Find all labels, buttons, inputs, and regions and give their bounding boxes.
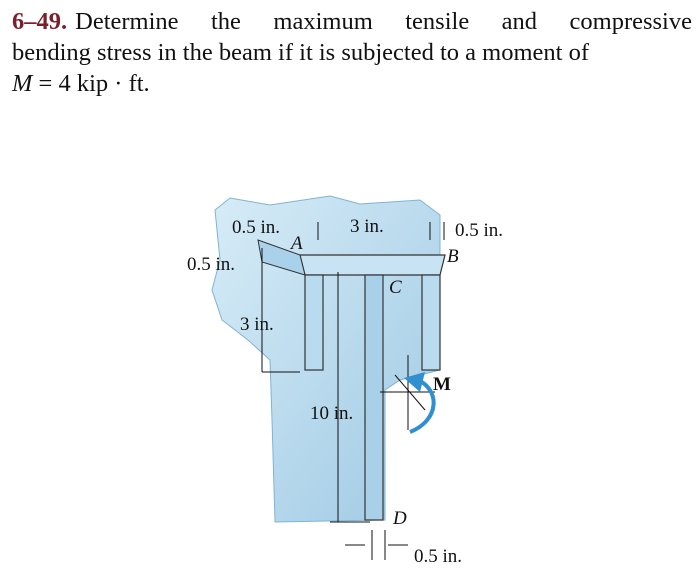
label-point-a: A bbox=[291, 233, 303, 254]
label-flange-thickness-right: 0.5 in. bbox=[455, 220, 504, 241]
label-moment: M bbox=[433, 374, 451, 395]
center-web bbox=[365, 275, 383, 520]
moment-variable: M bbox=[12, 70, 33, 97]
label-web-thickness: 0.5 in. bbox=[414, 546, 463, 567]
label-side-height: 3 in. bbox=[240, 314, 274, 335]
moment-value: = 4 kip · ft. bbox=[32, 70, 150, 97]
problem-number: 6–49. bbox=[12, 8, 68, 35]
beam-body bbox=[212, 196, 440, 522]
problem-text-1: Determine the maximum tensile and compressive bbox=[75, 8, 692, 35]
label-point-c: C bbox=[389, 277, 402, 298]
label-flange-height-left: 0.5 in. bbox=[187, 254, 236, 275]
label-web-spacing: 3 in. bbox=[350, 216, 384, 237]
label-point-d: D bbox=[393, 508, 407, 529]
label-point-b: B bbox=[447, 246, 459, 267]
label-flange-thickness-left: 0.5 in. bbox=[232, 217, 281, 238]
right-leg bbox=[422, 275, 440, 370]
label-web-height: 10 in. bbox=[310, 403, 354, 424]
left-leg bbox=[305, 275, 323, 370]
top-flange bbox=[300, 255, 445, 275]
problem-line-2: bending stress in the beam if it is subjected to a moment of bbox=[12, 39, 589, 66]
